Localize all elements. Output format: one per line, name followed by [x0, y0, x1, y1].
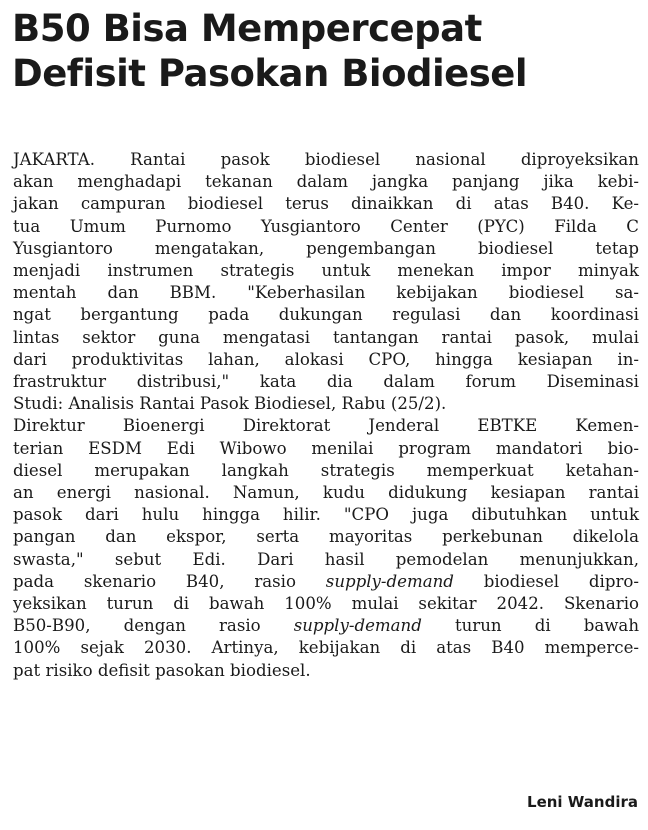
text-line: an energi nasional. Namun, kudu didukung kesiapan rantai: [13, 483, 639, 503]
text-line: yeksikan turun di bawah 100% mulai sekitar 2042. Skenario: [13, 594, 639, 614]
text-segment: turun di bawah: [421, 616, 640, 636]
article-body: [13, 149, 639, 682]
text-line: mentah dan BBM. "Keberhasilan kebijakan biodiesel sa-: [13, 283, 639, 303]
text-line: Studi: Analisis Rantai Pasok Biodiesel, Rabu (25/2).: [13, 394, 447, 414]
text-line: [13, 571, 639, 593]
headline: [12, 6, 642, 96]
text-line: pasok dari hulu hingga hilir. "CPO juga dibutuhkan untuk: [13, 505, 639, 525]
text-line: frastruktur distribusi," kata dia dalam forum Diseminasi: [13, 372, 639, 392]
text-line: JAKARTA. Rantai pasok biodiesel nasional diproyeksikan: [13, 150, 639, 169]
text-line: swasta," sebut Edi. Dari hasil pemodelan menunjukkan,: [13, 549, 639, 569]
author-byline: Leni Wandira: [527, 793, 638, 811]
text-line: ngat bergantung pada dukungan regulasi dan koordinasi: [13, 305, 639, 325]
text-line: terian ESDM Edi Wibowo menilai program mandatori bio-: [13, 438, 639, 458]
italic-term: supply-demand: [293, 616, 422, 636]
text-line: [13, 615, 639, 637]
text-line: 100% sejak 2030. Artinya, kebijakan di atas B40 mempercе-: [13, 638, 639, 658]
text-line: akan menghadapi tekanan dalam jangka panjang jika kebi-: [13, 172, 639, 192]
text-segment: pada skenario B40, rasio: [13, 571, 326, 591]
text-line: Yusgiantoro mengatakan, pengembangan biodiesel tetap: [13, 238, 639, 258]
text-segment: biodiesel dipro-: [453, 571, 639, 591]
text-line: tua Umum Purnomo Yusgiantoro Center (PYC) Filda C: [13, 216, 639, 236]
text-line: pangan dan ekspor, serta mayoritas perkebunan dikelola: [13, 527, 639, 547]
paragraph-1: [13, 149, 639, 415]
paragraph-2: [13, 415, 639, 681]
italic-term: supply-demand: [325, 571, 454, 591]
headline-line-1: B50 Bisa Mempercepat: [12, 7, 482, 50]
text-segment: B50-B90, dengan rasio: [13, 616, 294, 636]
text-line: lintas sektor guna mengatasi tantangan rantai pasok, mulai: [13, 327, 639, 347]
headline-line-2: Defisit Pasokan Biodiesel: [12, 52, 528, 95]
text-line: diesel merupakan langkah strategis memperkuat ketahan-: [13, 460, 639, 480]
text-line: pat risiko defisit pasokan biodiesel.: [13, 660, 311, 680]
text-line: jakan campuran biodiesel terus dinaikkan di atas B40. Ke-: [13, 194, 639, 214]
text-line: dari produktivitas lahan, alokasi CPO, hingga kesiapan in-: [13, 349, 639, 369]
text-line: Direktur Bioenergi Direktorat Jenderal EBTKE Kemen-: [13, 416, 639, 436]
text-line: menjadi instrumen strategis untuk menekan impor minyak: [13, 261, 639, 281]
